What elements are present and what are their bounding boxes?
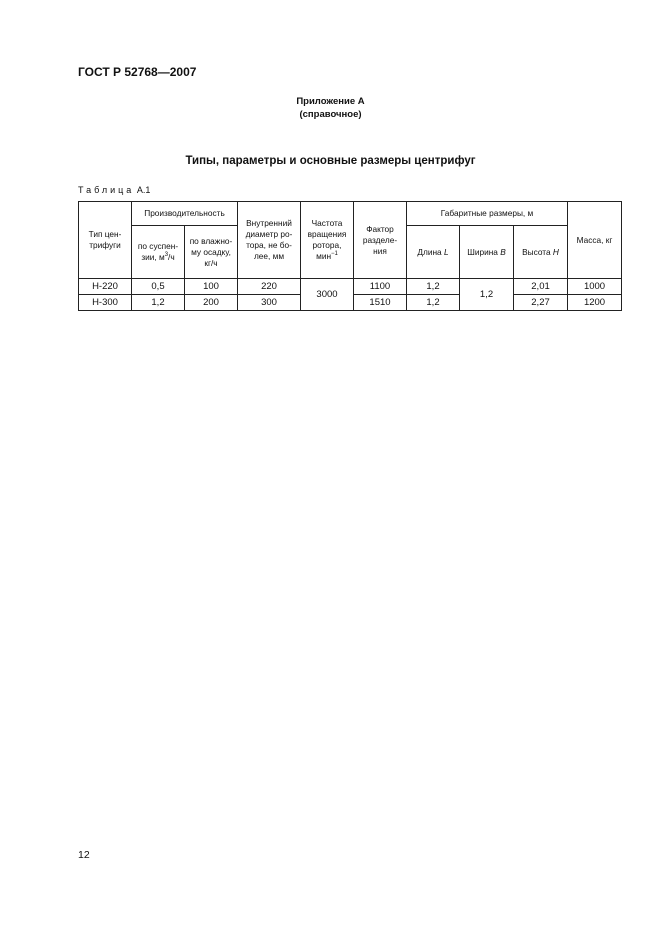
centrifuge-table — [78, 201, 622, 311]
cell-mass: 1000 — [568, 279, 622, 295]
th-overall-dimensions: Габаритные размеры, м — [407, 202, 568, 226]
cell-type: Н-220 — [79, 279, 132, 295]
th-inner-diameter: Внутренний диаметр ро- тора, не бо- лее, мм — [238, 202, 301, 279]
th-rotation-frequency: Частота вращения ротора, мин$^{-1}$ — [301, 202, 354, 279]
cell-length: 1,2 — [407, 279, 460, 295]
cell-height: 2,01 — [514, 279, 568, 295]
cell-length: 1,2 — [407, 295, 460, 311]
cell-wet-sediment: 100 — [185, 279, 238, 295]
th-width: Ширина B — [460, 226, 514, 279]
page-number: 12 — [78, 849, 90, 861]
section-title: Типы, параметры и основные размеры центрифуг — [185, 155, 476, 167]
table-caption-word: Таблица — [78, 185, 135, 195]
th-separation-factor: Фактор разделе- ния — [354, 202, 407, 279]
cell-width: 1,2 — [460, 279, 514, 311]
cell-mass: 1200 — [568, 295, 622, 311]
th-length: Длина L — [407, 226, 460, 279]
document-code: ГОСТ Р 52768—2007 — [78, 65, 197, 79]
th-mass: Масса, кг — [568, 202, 622, 279]
cell-suspension: 0,5 — [132, 279, 185, 295]
appendix-heading — [0, 95, 661, 121]
cell-diameter: 220 — [238, 279, 301, 295]
appendix-title: Приложение А — [296, 96, 365, 107]
cell-type: Н-300 — [79, 295, 132, 311]
table-row — [79, 279, 622, 295]
cell-suspension: 1,2 — [132, 295, 185, 311]
th-by-suspension: по суспен- зии, $м^3/ч$ — [132, 226, 185, 279]
th-height: Высота H — [514, 226, 568, 279]
cell-wet-sediment: 200 — [185, 295, 238, 311]
cell-factor: 1510 — [354, 295, 407, 311]
th-type: Тип цен-трифуги — [79, 202, 132, 279]
table-header-row-1 — [79, 202, 622, 226]
cell-diameter: 300 — [238, 295, 301, 311]
appendix-subtitle: (справочное) — [299, 109, 362, 120]
table-caption — [78, 185, 150, 195]
table-caption-number: А.1 — [136, 185, 151, 195]
th-by-wet-sediment: по влажно- му осадку, кг/ч — [185, 226, 238, 279]
cell-frequency: 3000 — [301, 279, 354, 311]
cell-factor: 1100 — [354, 279, 407, 295]
th-productivity: Производительность — [132, 202, 238, 226]
cell-height: 2,27 — [514, 295, 568, 311]
